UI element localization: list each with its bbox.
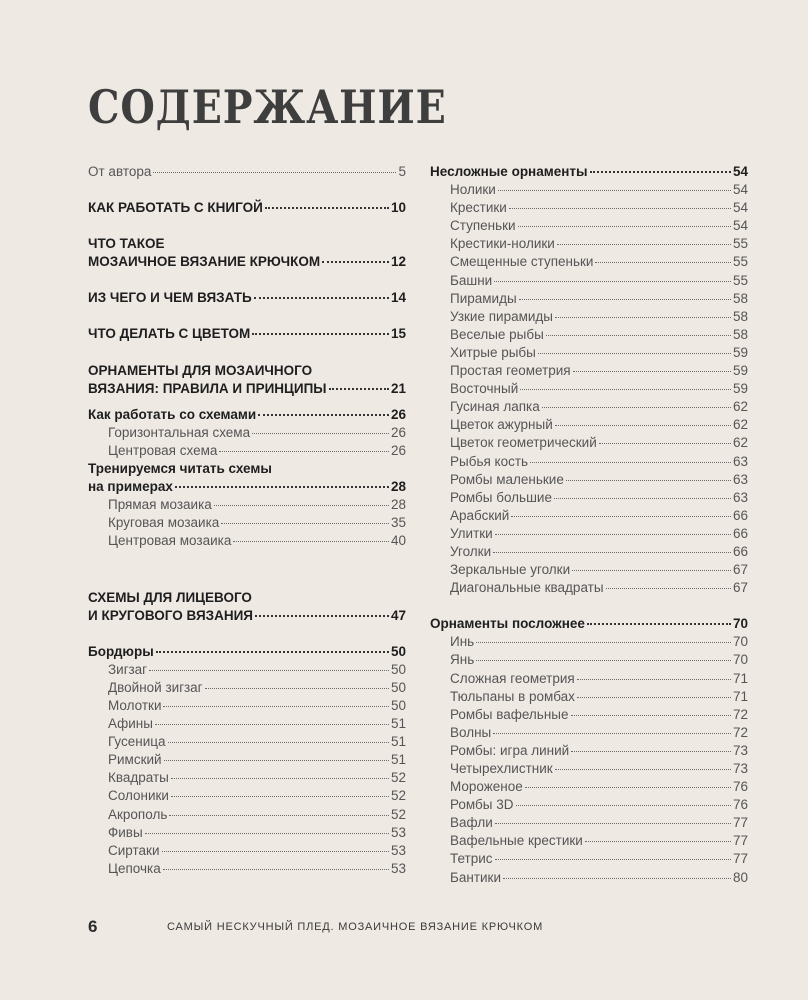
toc-page-number: 72: [732, 724, 748, 740]
dot-leader: [255, 615, 389, 617]
dot-leader: [503, 878, 731, 879]
dot-leader: [163, 869, 389, 870]
toc-entry[interactable]: [88, 253, 406, 271]
toc-subentry[interactable]: [430, 633, 748, 651]
toc-page-number: 50: [390, 661, 406, 677]
dot-leader: [555, 317, 731, 318]
toc-subentry[interactable]: [430, 272, 748, 290]
toc-heading-line: ЧТО ТАКОЕ: [88, 236, 165, 252]
dot-leader: [252, 433, 389, 434]
toc-subentry[interactable]: [430, 832, 748, 850]
toc-page-number: 76: [732, 797, 748, 813]
dot-leader: [171, 796, 389, 797]
toc-entry-label: Цветок геометрический: [450, 435, 597, 451]
toc-entry-label: Двойной зигзаг: [108, 679, 203, 695]
toc-entry-label: Гусиная лапка: [450, 399, 540, 415]
dot-leader: [606, 588, 731, 589]
toc-subentry[interactable]: [430, 525, 748, 543]
dot-leader: [495, 534, 731, 535]
toc-entry[interactable]: [88, 325, 406, 343]
toc-page-number: 28: [390, 479, 406, 495]
toc-entry-label: Тетрис: [450, 851, 493, 867]
dot-leader: [542, 407, 731, 408]
toc-subentry[interactable]: [430, 308, 748, 326]
spacer: [88, 344, 406, 362]
toc-subentry[interactable]: [430, 471, 748, 489]
toc-entry-label: Смещенные ступеньки: [450, 254, 594, 270]
toc-page-number: 70: [732, 634, 748, 650]
toc-page-number: 77: [732, 833, 748, 849]
toc-subentry[interactable]: [430, 507, 748, 525]
toc-entry-label: Сложная геометрия: [450, 670, 575, 686]
spacer: [88, 217, 406, 235]
toc-subentry[interactable]: [430, 199, 748, 217]
toc-subentry[interactable]: [430, 362, 748, 380]
toc-page-number: 73: [732, 761, 748, 776]
toc-entry-label: Ромбы: игра линий: [450, 742, 570, 758]
toc-entry-label: Гусеница: [108, 734, 166, 750]
dot-leader: [509, 208, 731, 209]
toc-page-number: 40: [390, 533, 406, 549]
toc-entry-label: Башни: [450, 272, 493, 288]
dot-leader: [171, 778, 389, 779]
toc-subentry[interactable]: [88, 442, 406, 460]
toc-heading-line: ОРНАМЕНТЫ ДЛЯ МОЗАИЧНОГО: [88, 362, 313, 378]
toc-subentry[interactable]: [430, 651, 748, 669]
toc-entry-label: Квадраты: [108, 770, 169, 786]
toc-page-number: 51: [390, 716, 406, 732]
spacer: [88, 271, 406, 289]
dot-leader: [149, 670, 389, 671]
toc-entry-label: Крестики: [450, 200, 507, 216]
toc-entry[interactable]: [88, 380, 406, 398]
dot-leader: [156, 651, 389, 653]
toc-subentry[interactable]: [88, 860, 406, 878]
dot-leader: [254, 297, 389, 299]
toc-entry-label: Сиртаки: [108, 842, 160, 858]
toc-entry[interactable]: [88, 406, 406, 424]
toc-page-number: 55: [732, 254, 748, 270]
toc-page-number: 53: [390, 860, 406, 876]
toc-page-number: 62: [732, 417, 748, 433]
toc-page-number: 54: [732, 200, 748, 216]
spacer: [88, 181, 406, 199]
toc-subentry[interactable]: [88, 787, 406, 805]
running-footer: САМЫЙ НЕСКУЧНЫЙ ПЛЕД. МОЗАИЧНОЕ ВЯЗАНИЕ КРЮЧКОМ: [167, 921, 544, 933]
toc-entry-label: Цепочка: [108, 860, 161, 876]
toc-entry-label: Вафли: [450, 815, 493, 831]
toc-entry-label: Центровая схема: [108, 442, 218, 458]
toc-page-number: 15: [390, 326, 406, 342]
toc-entry-label: Уголки: [450, 543, 492, 559]
toc-entry-label: И КРУГОВОГО ВЯЗАНИЯ: [88, 607, 254, 623]
toc-page-number: 54: [732, 218, 748, 234]
toc-entry-label: Четырехлистник: [450, 761, 553, 776]
toc-entry-label: Хитрые рыбы: [450, 344, 536, 360]
toc-entry-label: Прямая мозаика: [108, 497, 212, 513]
toc-subentry[interactable]: [430, 579, 748, 597]
toc-page-number: 77: [732, 815, 748, 831]
toc-page-number: 59: [732, 344, 748, 360]
toc-entry-label: Зигзаг: [108, 661, 148, 677]
toc-entry[interactable]: [430, 615, 748, 633]
toc-entry[interactable]: [88, 199, 406, 217]
toc-right-column: [430, 163, 748, 887]
toc-entry-label: Римский: [108, 752, 162, 768]
toc-entry-label: Орнаменты посложнее: [430, 616, 585, 632]
toc-page-number: 63: [732, 471, 748, 487]
dot-leader: [322, 261, 389, 263]
toc-entry-label: Горизонтальная схема: [108, 424, 251, 440]
toc-subentry[interactable]: [430, 543, 748, 561]
toc-page-number: 50: [390, 679, 406, 695]
dot-leader: [175, 486, 389, 488]
toc-subentry[interactable]: [430, 688, 748, 706]
toc-entry-label: Простая геометрия: [450, 363, 571, 379]
dot-leader: [265, 207, 389, 209]
toc-subentry[interactable]: [88, 661, 406, 679]
toc-subentry[interactable]: [430, 670, 748, 688]
dot-leader: [258, 414, 389, 416]
toc-entry[interactable]: [88, 163, 406, 181]
toc-entry-label: Солоники: [108, 788, 169, 804]
dot-leader: [516, 805, 731, 806]
toc-page-number: 71: [732, 670, 748, 686]
toc-page-number: 59: [732, 363, 748, 379]
toc-entry-label: Инь: [450, 634, 475, 650]
toc-page-number: 72: [732, 706, 748, 722]
toc-entry-label: Пирамиды: [450, 290, 517, 306]
toc-entry-label: Ромбы маленькие: [450, 471, 564, 487]
toc-entry-label: Крестики-нолики: [450, 236, 555, 252]
spacer: [88, 551, 406, 570]
toc-entry-label: Ромбы 3D: [450, 797, 514, 813]
toc-subentry[interactable]: [430, 380, 748, 398]
toc-entry-label: Волны: [450, 724, 492, 740]
toc-entry-label: Тюльпаны в ромбах: [450, 688, 575, 704]
toc-page-number: 47: [390, 607, 406, 623]
toc-entry-label: Бордюры: [88, 643, 154, 659]
dot-leader: [495, 823, 731, 824]
spacer: [88, 570, 406, 589]
toc-subentry[interactable]: [88, 842, 406, 860]
spacer: [430, 597, 748, 615]
dot-leader: [590, 171, 731, 173]
toc-subentry[interactable]: [430, 489, 748, 507]
toc-entry-label: Диагональные квадраты: [450, 580, 604, 596]
toc-page-number: 54: [732, 182, 748, 198]
toc-entry-label: Веселые рыбы: [450, 326, 544, 342]
dot-leader: [572, 570, 731, 571]
dot-leader: [169, 815, 389, 816]
toc-page-number: 52: [390, 788, 406, 804]
dot-leader: [520, 389, 731, 390]
toc-entry-label: Центровая мозаика: [108, 533, 232, 549]
toc-subentry[interactable]: [430, 561, 748, 579]
toc-page-number: 26: [390, 406, 406, 422]
toc-page-number: 63: [732, 453, 748, 469]
dot-leader: [329, 388, 389, 390]
toc-entry-label: Круговая мозаика: [108, 515, 220, 531]
toc-subentry[interactable]: [88, 424, 406, 442]
toc-page-number: 73: [732, 742, 748, 758]
toc-subentry[interactable]: [88, 532, 406, 550]
dot-leader: [555, 425, 731, 426]
toc-left-column: [88, 163, 406, 878]
toc-subentry[interactable]: [430, 235, 748, 253]
dot-leader: [153, 172, 396, 173]
toc-entry-label: Несложные орнаменты: [430, 164, 588, 179]
toc-entry-label: ЧТО ДЕЛАТЬ С ЦВЕТОМ: [88, 326, 251, 342]
toc-subentry[interactable]: [88, 697, 406, 715]
toc-page-number: 66: [732, 525, 748, 541]
toc-entry-label: Цветок ажурный: [450, 417, 553, 433]
toc-entry-label: Арабский: [450, 507, 510, 523]
toc-page-number: 26: [390, 442, 406, 458]
toc-page-number: 62: [732, 399, 748, 415]
toc-subentry[interactable]: [430, 742, 748, 760]
toc-page-number: 66: [732, 543, 748, 559]
toc-entry-label: Улитки: [450, 525, 493, 541]
toc-entry-label: на примерах: [88, 479, 173, 495]
toc-heading-line: СХЕМЫ ДЛЯ ЛИЦЕВОГО: [88, 589, 252, 605]
toc-subentry[interactable]: [88, 715, 406, 733]
toc-page-number: 67: [732, 580, 748, 596]
toc-page-number: 76: [732, 779, 748, 795]
toc-entry-label: Ромбы вафельные: [450, 706, 569, 722]
dot-leader: [493, 733, 731, 734]
toc-entry-label: ВЯЗАНИЯ: ПРАВИЛА И ПРИНЦИПЫ: [88, 380, 327, 396]
toc-page-number: 70: [732, 616, 748, 632]
dot-leader: [571, 715, 731, 716]
toc-subentry[interactable]: [430, 760, 748, 778]
toc-entry-label: Акрополь: [108, 806, 168, 822]
dot-leader: [163, 706, 388, 707]
toc-page-number: 10: [390, 200, 406, 216]
toc-entry-label: Янь: [450, 652, 475, 668]
toc-entry-label: Фивы: [108, 824, 143, 840]
page-title: СОДЕРЖАНИЕ: [88, 80, 447, 134]
toc-page-number: 55: [732, 236, 748, 252]
dot-leader: [587, 623, 731, 625]
dot-leader: [162, 851, 389, 852]
toc-entry-label: Афины: [108, 716, 153, 732]
toc-page-number: 28: [390, 497, 406, 513]
toc-page-number: 80: [732, 869, 748, 885]
dot-leader: [599, 443, 731, 444]
toc-subentry[interactable]: [430, 416, 748, 434]
dot-leader: [554, 498, 731, 499]
dot-leader: [538, 353, 731, 354]
dot-leader: [233, 541, 389, 542]
toc-entry-label: КАК РАБОТАТЬ С КНИГОЙ: [88, 200, 263, 216]
toc-page-number: 58: [732, 326, 748, 342]
toc-page-number: 5: [398, 164, 406, 179]
dot-leader: [577, 697, 731, 698]
toc-page-number: 21: [390, 380, 406, 396]
toc-subentry[interactable]: [88, 806, 406, 824]
toc-subentry[interactable]: [88, 769, 406, 787]
toc-entry[interactable]: [88, 607, 406, 625]
page-number: 6: [88, 917, 98, 936]
dot-leader: [519, 299, 731, 300]
spacer: [88, 307, 406, 325]
toc-page-number: 62: [732, 435, 748, 451]
toc-page-number: 55: [732, 272, 748, 288]
dot-leader: [585, 841, 731, 842]
dot-leader: [573, 371, 731, 372]
toc-subentry[interactable]: [430, 326, 748, 344]
toc-entry-label: Восточный: [450, 381, 519, 397]
toc-entry-label: Вафельные крестики: [450, 833, 583, 849]
toc-subentry[interactable]: [430, 253, 748, 271]
toc-subentry[interactable]: [88, 679, 406, 697]
spacer: [88, 398, 406, 406]
toc-page-number: 53: [390, 824, 406, 840]
dot-leader: [495, 859, 731, 860]
toc-subentry[interactable]: [430, 434, 748, 452]
toc-page-number: 14: [390, 290, 406, 306]
toc-page-number: 52: [390, 806, 406, 822]
toc-entry-label: Нолики: [450, 182, 496, 198]
dot-leader: [577, 679, 731, 680]
toc-entry[interactable]: [88, 289, 406, 307]
toc-page-number: 53: [390, 842, 406, 858]
toc-subentry[interactable]: [88, 751, 406, 769]
dot-leader: [555, 769, 731, 770]
dot-leader: [557, 244, 731, 245]
dot-leader: [476, 660, 731, 661]
toc-page-number: 70: [732, 652, 748, 668]
toc-page-number: 58: [732, 290, 748, 306]
toc-entry[interactable]: [88, 643, 406, 661]
toc-subentry[interactable]: [88, 824, 406, 842]
toc-entry-label: Мороженое: [450, 779, 523, 795]
toc-heading-line: Тренируемся читать схемы: [88, 461, 272, 477]
toc-page-number: 59: [732, 381, 748, 397]
toc-subentry[interactable]: [430, 217, 748, 235]
dot-leader: [214, 505, 389, 506]
toc-page-number: 35: [390, 515, 406, 531]
toc-subentry[interactable]: [430, 724, 748, 742]
dot-leader: [252, 333, 389, 335]
toc-subentry[interactable]: [430, 453, 748, 471]
dot-leader: [525, 787, 731, 788]
dot-leader: [145, 833, 389, 834]
toc-subentry[interactable]: [88, 496, 406, 514]
toc-page-number: 58: [732, 308, 748, 324]
toc-subentry[interactable]: [430, 850, 748, 868]
dot-leader: [155, 724, 389, 725]
toc-subentry[interactable]: [88, 514, 406, 532]
toc-page-number: 50: [390, 697, 406, 713]
toc-subentry[interactable]: [430, 344, 748, 362]
dot-leader: [476, 642, 731, 643]
dot-leader: [168, 742, 389, 743]
dot-leader: [571, 751, 731, 752]
toc-subentry[interactable]: [88, 733, 406, 751]
toc-entry[interactable]: [430, 163, 748, 181]
toc-page-number: 50: [390, 643, 406, 659]
toc-subentry[interactable]: [430, 796, 748, 814]
dot-leader: [494, 281, 731, 282]
dot-leader: [164, 760, 389, 761]
toc-subentry[interactable]: [430, 706, 748, 724]
toc-entry-label: Рыбья кость: [450, 453, 529, 469]
dot-leader: [566, 480, 731, 481]
toc-page-number: 51: [390, 752, 406, 768]
toc-page-number: 52: [390, 770, 406, 786]
dot-leader: [221, 523, 389, 524]
toc-page-number: 67: [732, 562, 748, 578]
toc-entry-label: МОЗАИЧНОЕ ВЯЗАНИЕ КРЮЧКОМ: [88, 254, 321, 270]
dot-leader: [205, 688, 389, 689]
dot-leader: [595, 262, 731, 263]
dot-leader: [498, 190, 731, 191]
toc-entry-label: Как работать со схемами: [88, 406, 257, 422]
toc-page-number: 12: [390, 254, 406, 270]
toc-entry-label: Молотки: [108, 697, 162, 713]
toc-page-number: 71: [732, 688, 748, 704]
toc-entry-label: Ступеньки: [450, 218, 516, 234]
toc-subentry[interactable]: [430, 290, 748, 308]
toc-page-number: 77: [732, 851, 748, 867]
toc-entry-label: От автора: [88, 164, 152, 179]
toc-subentry[interactable]: [430, 398, 748, 416]
dot-leader: [219, 451, 389, 452]
toc-page-number: 26: [390, 424, 406, 440]
toc-entry-label: Зеркальные уголки: [450, 562, 571, 578]
toc-entry[interactable]: [88, 478, 406, 496]
dot-leader: [546, 335, 731, 336]
dot-leader: [530, 462, 731, 463]
toc-subentry[interactable]: [430, 869, 748, 887]
toc-entry-label: Ромбы большие: [450, 489, 552, 505]
toc-entry-label: ИЗ ЧЕГО И ЧЕМ ВЯЗАТЬ: [88, 290, 252, 306]
toc-entry-label: Узкие пирамиды: [450, 308, 553, 324]
toc-entry-label: Бантики: [450, 869, 501, 885]
toc-page-number: 54: [732, 164, 748, 179]
dot-leader: [511, 516, 731, 517]
toc-page-number: 51: [390, 734, 406, 750]
toc-subentry[interactable]: [430, 778, 748, 796]
toc-page-number: 66: [732, 507, 748, 523]
spacer: [88, 625, 406, 643]
toc-subentry[interactable]: [430, 814, 748, 832]
toc-subentry[interactable]: [430, 181, 748, 199]
dot-leader: [518, 226, 731, 227]
toc-page-number: 63: [732, 489, 748, 505]
dot-leader: [493, 552, 731, 553]
